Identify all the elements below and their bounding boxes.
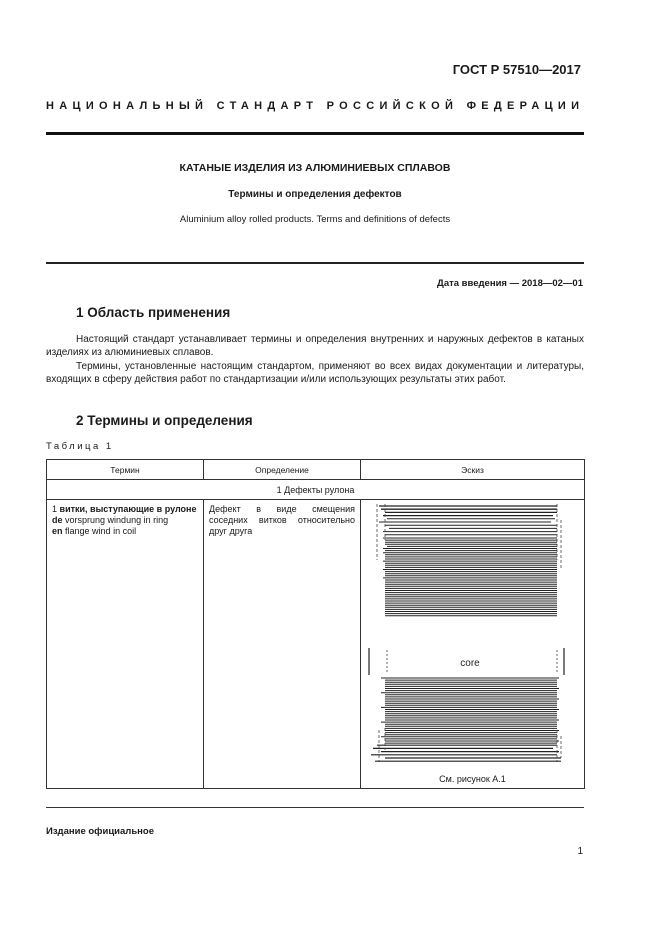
term-en-label: en bbox=[52, 526, 63, 536]
edition-label: Издание официальное bbox=[46, 826, 154, 837]
table-caption: Таблица 1 bbox=[46, 441, 114, 452]
introduction-date: Дата введения — 2018—02—01 bbox=[437, 278, 583, 289]
term-number: 1 bbox=[52, 504, 58, 514]
sketch-cell bbox=[360, 500, 584, 789]
title-divider bbox=[46, 262, 584, 264]
footer-divider bbox=[46, 807, 584, 808]
term-cell bbox=[47, 500, 204, 789]
header-divider bbox=[46, 132, 584, 135]
terms-table bbox=[46, 459, 585, 789]
section-2-heading: 2 Термины и определения bbox=[76, 413, 253, 428]
column-header-definition: Определение bbox=[204, 460, 361, 480]
table-row bbox=[47, 500, 585, 789]
sketch-core-label: core bbox=[460, 658, 480, 669]
document-title: КАТАНЫЕ ИЗДЕЛИЯ ИЗ АЛЮМИНИЕВЫХ СПЛАВОВ bbox=[179, 162, 451, 174]
page-number: 1 bbox=[577, 846, 583, 857]
document-subtitle: Термины и определения дефектов bbox=[228, 189, 402, 200]
term-name: витки, выступающие в рулоне bbox=[59, 504, 197, 514]
term-en-text: flange wind in coil bbox=[65, 526, 137, 536]
section-1-paragraph-2: Термины, установленные настоящим стандартом, применяют во всех видах документации и литературы, входящих в сферу действия работ по стандартизации и/или использующих результаты этих работ. bbox=[46, 361, 584, 385]
column-header-sketch: Эскиз bbox=[360, 460, 584, 480]
definition-cell bbox=[204, 500, 361, 789]
section-1-paragraph-1: Настоящий стандарт устанавливает термины и определения внутренних и наружных дефектов в катаных изделиях из алюминиевых сплавов. bbox=[46, 334, 584, 358]
group-title: 1 Дефекты рулона bbox=[47, 480, 585, 500]
term-de-label: de bbox=[52, 515, 63, 525]
definition-text: Дефект в виде смещения соседних витков относительно друг друга bbox=[209, 504, 355, 536]
table-header-row bbox=[47, 460, 585, 480]
term-de-text: vorsprung windung in ring bbox=[65, 515, 169, 525]
coil-sketch bbox=[361, 500, 584, 762]
section-1-heading: 1 Область применения bbox=[76, 305, 231, 320]
table-group-row bbox=[47, 480, 585, 500]
document-number: ГОСТ Р 57510—2017 bbox=[452, 62, 581, 77]
column-header-term: Термин bbox=[47, 460, 204, 480]
sketch-caption: См. рисунок А.1 bbox=[439, 774, 506, 784]
national-standard-title: НАЦИОНАЛЬНЫЙ СТАНДАРТ РОССИЙСКОЙ ФЕДЕРАЦИИ bbox=[46, 100, 585, 112]
document-title-english: Aluminium alloy rolled products. Terms and definitions of defects bbox=[179, 214, 451, 225]
